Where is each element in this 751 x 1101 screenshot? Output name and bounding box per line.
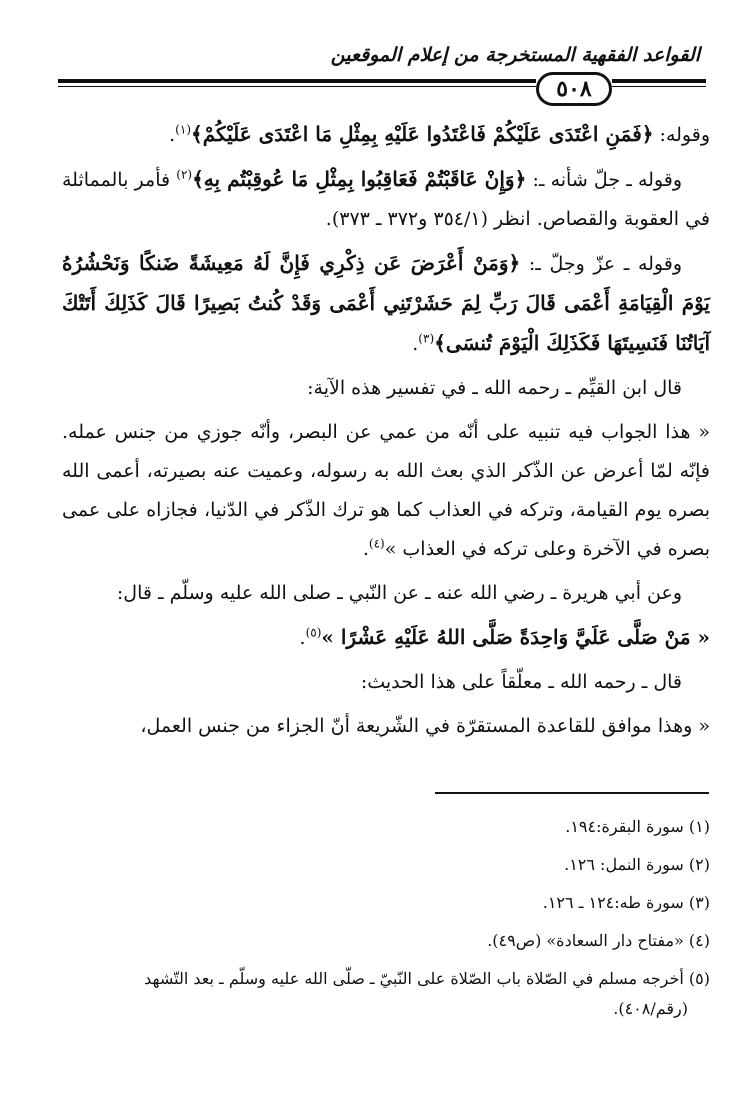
- ibn-qayyim-quote-1: « هذا الجواب فيه تنبيه على أنّه من عمي عن البصر، وأنّه جوزي من جنس عمله. فإنّه لمّا أعرض عن الذّكر الذي بعث الله به رسوله، وعميت عنه بصيرته، أعمى الله بصره يوم القيامة، وتركه في العذاب كما هو ترك الذّكر في الدّنيا، فجازاه على عمى بصره في الآخرة وعلى تركه في العذاب »: [62, 421, 710, 560]
- hadith-text: « مَنْ صَلَّى عَلَيَّ وَاحِدَةً صَلَّى اللهُ عَلَيْهِ عَشْرًا »: [321, 625, 710, 649]
- footnote-ref-3: (٣): [418, 331, 435, 346]
- footnote-ref-2: (٢): [176, 167, 193, 182]
- header-rule-thick-right: [612, 79, 706, 83]
- quran-verse-1: ﴿فَمَنِ اعْتَدَى عَلَيْكُمْ فَاعْتَدُوا عَلَيْهِ بِمِثْلِ مَا اعْتَدَى عَلَيْكُمْ﴾: [191, 122, 654, 146]
- paragraph-1-end: .: [169, 124, 176, 146]
- footnote-ref-1: (١): [175, 122, 191, 137]
- header-rule-thin: [58, 86, 536, 87]
- quran-verse-3: ﴿وَمَنْ أَعْرَضَ عَن ذِكْرِي فَإِنَّ لَهُ مَعِيشَةً ضَنكًا وَنَحْشُرُهُ يَوْمَ الْقِيَامَةِ أَعْمَى قَالَ رَبِّ لِمَ حَشَرْتَنِي أَعْمَى وَقَدْ كُنتُ بَصِيرًا قَالَ كَذَلِكَ أَتَتْكَ آيَاتُنَا فَنَسِيتَهَا فَكَذَلِكَ الْيَوْمَ تُنسَى﴾: [62, 251, 711, 355]
- footnote-ref-4: (٤): [368, 536, 385, 551]
- footnote-4: (٤) «مفتاح دار السعادة» (ص٤٩).: [487, 931, 710, 950]
- footnote-1: (١) سورة البقرة:١٩٤.: [565, 817, 710, 836]
- footnote-3: (٣) سورة طه:١٢٤ ـ ١٢٦.: [542, 893, 710, 912]
- paragraph-1: [62, 115, 710, 155]
- paragraph-5: [62, 413, 710, 569]
- running-header-title: القواعد الفقهية المستخرجة من إعلام الموقعين: [330, 44, 700, 66]
- page-number: ٥٠٨: [536, 72, 612, 106]
- paragraph-8: قال ـ رحمه الله ـ معلّقاً على هذا الحديث:: [360, 671, 682, 693]
- header-rule-thin-right: [612, 86, 706, 87]
- paragraph-7-end: .: [299, 627, 306, 649]
- footnote-separator: [435, 792, 709, 794]
- paragraph-6: وعن أبي هريرة ـ رضي الله عنه ـ عن النّبي ـ صلى الله عليه وسلّم ـ قال:: [116, 582, 682, 604]
- header-rule-thick: [58, 79, 536, 83]
- paragraph-2-intro: وقوله ـ جلّ شأنه ـ:: [526, 169, 682, 191]
- paragraph-2: [62, 160, 710, 239]
- footnote-2: (٢) سورة النمل: ١٢٦.: [564, 855, 710, 874]
- footnote-5: (٥) أخرجه مسلم في الصّلاة باب الصّلاة على النّبيّ ـ صلّى الله عليه وسلّم ـ بعد التّشهد: [144, 969, 710, 988]
- paragraph-4: قال ابن القيِّم ـ رحمه الله ـ في تفسير هذه الآية:: [307, 377, 682, 399]
- paragraph-3-intro: وقوله ـ عزّ وجلّ ـ:: [520, 253, 682, 275]
- paragraph-1-intro: وقوله:: [653, 124, 710, 146]
- footnote-5-continuation: (رقم/٤٠٨).: [613, 999, 688, 1018]
- paragraph-9: « وهذا موافق للقاعدة المستقرّة في الشّريعة أنّ الجزاء من جنس العمل،: [140, 715, 710, 737]
- footnotes: [62, 812, 710, 1032]
- paragraph-3-end: .: [412, 333, 419, 355]
- footnote-ref-5: (٥): [305, 625, 322, 640]
- paragraph-2-rest: فأمر بالمماثلة في العقوبة والقصاص. انظر (٣٥٤/١ و٣٧٢ ـ ٣٧٣).: [62, 169, 710, 230]
- quran-verse-2: ﴿وَإِنْ عَاقَبْتُمْ فَعَاقِبُوا بِمِثْلِ مَا عُوقِبْتُم بِهِ﴾: [192, 167, 527, 191]
- paragraph-3: [62, 244, 710, 364]
- paragraph-5-end: .: [362, 538, 369, 560]
- paragraph-7: [62, 618, 710, 658]
- main-text: [62, 115, 710, 751]
